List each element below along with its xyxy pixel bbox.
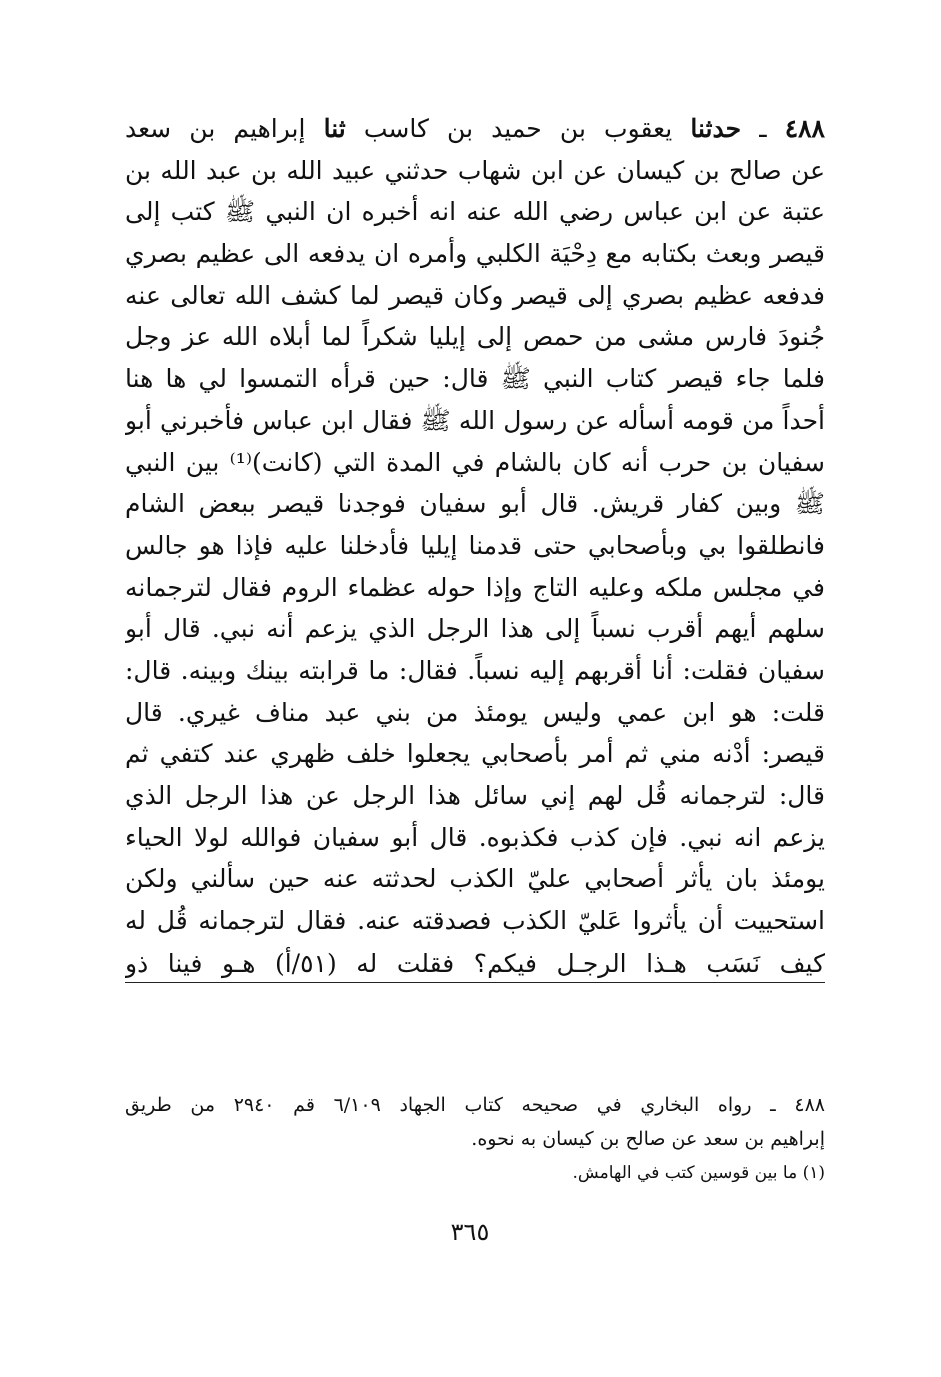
footnote-source-line-2: إبراهيم بن سعد عن صالح بن كيسان به نحوه. xyxy=(471,1128,825,1150)
page-number: ٣٦٥ xyxy=(450,1218,490,1246)
hadith-line: جُنودَ فارس مشى من حمص إلى إيليا شكراً لما أبلاه الله عز وجل xyxy=(125,322,825,352)
hadith-line: سفيان بن حرب أنه كان بالشام في المدة التي (كانت)⁽¹⁾ بين النبي xyxy=(125,447,825,477)
hadith-line: قيصر وبعث بكتابه مع دِحْيَة الكلبي وأمره ان يدفعه الى عظيم بصري xyxy=(125,239,825,269)
hadith-line: استحييت أن يأثروا عَليّ الكذب فصدقته عنه. فقال لترجمانه قُل له xyxy=(125,906,825,936)
footnote-note-1: (١) ما بين قوسين كتب في الهامش. xyxy=(572,1163,825,1183)
footnote-source-line-1: ٤٨٨ ـ رواه البخاري في صحيحه كتاب الجهاد ٦/١٠٩ قم ٢٩٤٠ من طريق xyxy=(125,1094,825,1116)
isnad-narrator-chain: يعقوب بن حميد بن كاسب xyxy=(363,114,673,143)
hadith-line-1 xyxy=(125,108,825,150)
hadith-line: قال: لترجمانه قُل لهم إني سائل هذا الرجل عن هذا الرجل الذي xyxy=(125,781,825,810)
hadith-line: فدفعه عظيم بصري إلى قيصر وكان قيصر لما كشف الله تعالى عنه xyxy=(125,280,825,310)
hadith-number: ٤٨٨ xyxy=(784,114,825,143)
hadith-text-block xyxy=(125,108,825,983)
hadith-line: يزعم انه نبي. فإن كذب فكذبوه. قال أبو سفيان فوالله لولا الحياء xyxy=(125,822,825,852)
hadith-line: عن صالح بن كيسان عن ابن شهاب حدثني عبيد الله بن عبد الله بن xyxy=(125,155,825,185)
hadith-line: قلت: هو ابن عمي وليس يومئذ من بني عبد مناف غيري. قال xyxy=(125,697,825,727)
isnad-bold-word: ثنا xyxy=(323,114,346,143)
hadith-line: فانطلقوا بي وبأصحابي حتى قدمنا إيليا فأدخلنا عليه فإذا هو جالس xyxy=(125,530,825,560)
hadith-line: أحداً من قومه أسأله عن رسول الله ﷺ فقال ابن عباس فأخبرني أبو xyxy=(125,405,825,435)
hadith-line: في مجلس ملكه وعليه التاج وإذا حوله عظماء الروم فقال لترجمانه xyxy=(125,572,825,602)
hadith-line: قيصر: أدْنه مني ثم أمر بأصحابي يجعلوا خلف ظهري عند كتفي ثم xyxy=(125,739,825,769)
hadith-line: يومئذ بان يأثر أصحابي عليّ الكذب لحدثته عنه حين سألني ولكن xyxy=(125,864,825,894)
hadith-line: فلما جاء قيصر كتاب النبي ﷺ قال: حين قرأه التمسوا لي ها هنا xyxy=(125,364,825,394)
hadith-line: عتبة عن ابن عباس رضي الله عنه انه أخبره ان النبي ﷺ كتب إلى xyxy=(125,197,825,227)
hadith-line: ﷺ وبين كفار قريش. قال أبو سفيان فوجدنا قيصر ببعض الشام xyxy=(125,489,825,519)
hadith-separator: ـ xyxy=(759,114,767,143)
hadith-line: سلهم أيهم أقرب نسباً إلى هذا الرجل الذي يزعم أنه نبي. قال أبو xyxy=(125,614,825,644)
hadith-line-last: كيف نَسَب هـذا الرجـل فيكم؟ فقلت له (٥١/أ) هـو فينا ذو xyxy=(125,942,825,983)
isnad-narrator-tail: إبراهيم بن سعد xyxy=(125,114,306,143)
isnad-lead-word: حدثنا xyxy=(690,114,742,143)
footnotes-block xyxy=(125,1088,825,1190)
hadith-line: سفيان فقلت: أنا أقربهم إليه نسباً. فقال: ما قرابته بينك وبينه. قال: xyxy=(125,655,825,685)
